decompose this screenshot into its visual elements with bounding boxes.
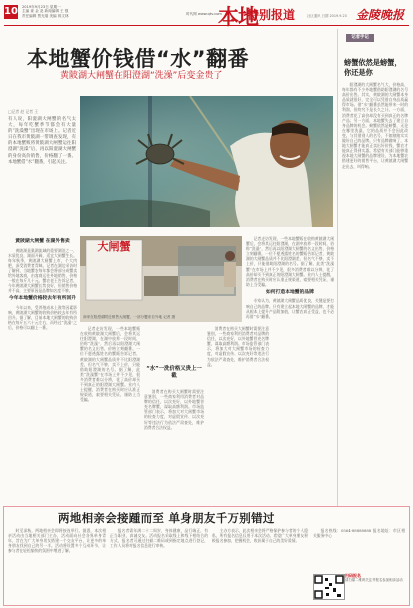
commentary-headline: 螃蟹依然是螃蟹，你还是你 bbox=[344, 58, 402, 77]
qr-text: 请扫描二维码关注并报名参加相亲活动 bbox=[345, 578, 403, 583]
main-headline: 本地蟹价钱借“水”翻番 bbox=[27, 47, 250, 71]
qr-code-icon bbox=[314, 575, 344, 599]
column-2 bbox=[80, 326, 140, 502]
qr-title: 扫码报名 bbox=[345, 573, 361, 578]
column-1 bbox=[8, 236, 77, 503]
meta-line: 责任编辑 贾光瑞 美编 蒋文林 bbox=[22, 13, 69, 18]
page-header bbox=[4, 3, 409, 29]
author-byline: □记者 赵 记者 王 bbox=[8, 109, 38, 114]
dating-column-2 bbox=[110, 528, 208, 602]
pull-quote: “水”一洗价格又贵上一截 bbox=[146, 366, 202, 380]
column-4 bbox=[246, 236, 334, 501]
commentary-text bbox=[342, 82, 408, 502]
newspaper-brand: 金陵晚报 bbox=[356, 8, 405, 22]
section-subtitle: 社区通讯 日期 2019.9.23 bbox=[307, 14, 347, 18]
page-number: 10 bbox=[4, 6, 18, 17]
column-divider bbox=[337, 29, 338, 507]
qr-info bbox=[345, 574, 405, 583]
header-meta bbox=[22, 5, 92, 18]
dating-text-2: 报名者需年满二十二周岁，身体健康，品行端正，有正当职业，真诚交友。活动报名采取线上和线下相结合的方式，报名者可通过扫描二维码或到指定地点进行登记，工作人员将对报名信息进行审核。 bbox=[110, 528, 208, 549]
subhead-1: 黄陂湖大闸蟹 在湖外售卖 bbox=[15, 239, 70, 244]
dating-contact-text: 报名热线：0564-88888888 报名地址：市区相关服务中心 bbox=[313, 528, 405, 539]
column-2-text: 记者走访发现，一些本地蟹贩在收购黄陂湖大闸蟹后，会将其运往阳澄湖，在湖中放养一段时间，俗称“洗澡”，然后再以阳澄湖大闸蟹的名义出售，价格立刻翻番。一位不愿透露姓名的蟹贩告诉记者，黄陂湖的大闸蟹品质并不比阳澄湖差，但名气不够，卖不上价，只能借助阳澄湖的名号。据了解，此类“洗澡蟹”在市场上并不少见，很多消费者难以分辨，花了高价却买不到真正的阳澄湖大闸蟹。业内人士提醒，消费者在购买时应认准正规渠道，索要相关凭证，谨防上当受骗。 bbox=[80, 326, 140, 403]
reporter-note-badge: 记者手记 bbox=[346, 34, 374, 42]
column-3-text: 消费者在购买大闸蟹时需要注意鉴别，一些商家利用消费者对品牌的信任，以次充好，以外地蟹冒充名牌蟹，谋取高额利润。市场监管部门表示，将加大对大闸蟹市场的检查力度，对虚假宣传、以次充好等违法行为依法严肃查处，维护消费者合法权益。 bbox=[207, 326, 269, 367]
lead-text: 有人说，阳澄湖大闸蟹的名气太大，每年吃蟹季节都会有大量的“洗澡蟹”出现在市场上。记者近日在我市黄陂湖一带调查发现，有的本地蟹贩将黄陂湖大闸蟹运往阳澄湖“洗澡”后，再以阳澄湖大闸蟹的身份高价销售，价格翻了一番。本地蟹借“水”翻番，引起关注。 bbox=[8, 117, 76, 165]
lead-paragraph bbox=[8, 109, 76, 234]
dating-column-3 bbox=[212, 528, 308, 602]
meta-line: 主编 姜 金 尧 新闻编辑 王 强 bbox=[22, 9, 69, 14]
commentary-paragraph: 阳澄湖的大闸蟹名气大，价格高，每年都有不少外地蟹借助阳澄湖的名号高价出售。其实，黄陂湖的大闸蟹本身品质就很好，完全可以凭借自身品质赢得市场。借“水”翻番虽然能带来一时的利润，但终究不是长久之计。一方面，消费者花了高价却没有买到真正的名牌产品；另一方面，本地蟹失去了建立自身品牌的机会。螃蟹依然是螃蟹，无论在哪里洗澡，它的品质并不会因此改变。与其借别人的名号，不如踏踏实实做好自己的品牌。只有品牌做响了，本地大闸蟹才能真正卖出好价钱，蟹农才能真正得到实惠。希望有关部门能够重视本地大闸蟹的品牌建设，为本地蟹农搭建更好的销售平台，让黄陂湖大闸蟹走出去，叫得响。 bbox=[342, 82, 408, 169]
crab-vendor-photo bbox=[80, 96, 333, 227]
dating-event-headline: 两地相亲会接踵而至 单身朋友千万别错过 bbox=[58, 511, 275, 525]
header-site: 时代网 www.qtv.com bbox=[186, 12, 222, 16]
column-1-text-a: 黄陂湖是巢湖流域的重要湖泊之一，水质优良，湖面开阔，适宜大闸蟹生长。每年秋季，黄陂湖大闸蟹上市，个大肉肥，深受消费者青睐。记者在湖边采访时了解到，当地蟹农每年都会将部分成蟹卖给外地客商，由客商运往外地销售，价格一般在每斤几十元。蟹农老王告诉记者，今年黄陂湖大闸蟹长势良好，但销售价格并不高，主要原因是品牌知名度不够。 bbox=[8, 247, 77, 294]
main-subheadline: 黄陂湖大闸蟹在阳澄湖“洗澡”后变金贵了 bbox=[60, 71, 223, 81]
qr-code bbox=[313, 574, 345, 600]
dating-column-1 bbox=[8, 528, 106, 602]
column-2b bbox=[144, 389, 204, 502]
crab-sign: 大闸蟹 bbox=[97, 240, 131, 253]
column-2b-text: 消费者在购买大闸蟹时需要注意鉴别，一些商家利用消费者对品牌的信任，以次充好，以外地蟹冒充名牌蟹，谋取高额利润。市场监管部门表示，将加大对大闸蟹市场的检查力度，对虚假宣传、以次充好等违法行为依法严肃查处，维护消费者合法权益。 bbox=[144, 389, 204, 430]
crab-market-photo bbox=[80, 236, 242, 322]
dating-contact bbox=[313, 528, 405, 572]
dating-text-1: 时至深秋，两地相亲会即将接连举行。据悉，本次相亲活动由当地相关部门主办，活动面向社会各界单身青年，旨在为广大单身男女搭建一个交友平台，让更多的单身朋友找到自己的另一半。活动将设置多个互动环节，让参与者在轻松愉快的氛围中增进了解。 bbox=[8, 528, 106, 554]
crab-vendor-illustration bbox=[80, 96, 333, 227]
subhead-3: 如何打造本地蟹的品牌 bbox=[266, 289, 314, 295]
column-4-text-a: 记者走访发现，一些本地蟹贩在收购黄陂湖大闸蟹后，会将其运往阳澄湖，在湖中放养一段时间，俗称“洗澡”，然后再以阳澄湖大闸蟹的名义出售，价格立刻翻番。一位不愿透露姓名的蟹贩告诉记者，黄陂湖的大闸蟹品质并不比阳澄湖差，但名气不够，卖不上价，只能借助阳澄湖的名号。据了解，此类“洗澡蟹”在市场上并不少见，很多消费者难以分辨，花了高价却买不到真正的阳澄湖大闸蟹。业内人士提醒，消费者在购买时应认准正规渠道，索要相关凭证，谨防上当受骗。 bbox=[246, 236, 334, 287]
section-title: 特别报道 bbox=[247, 8, 296, 22]
meta-line: 2019年9月23日 星期一 bbox=[22, 5, 61, 9]
subhead-2: 今年本地蟹价格较去年有所回升 bbox=[8, 296, 77, 302]
column-1-text-b: 今年以来，受养殖成本上涨等因素影响，黄陂湖大闸蟹的收购价格较去年有所回升。据了解，目前本地大闸蟹的收购价格在每斤五六十元左右，而经过“洗澡”之后，价格可以翻上一番。 bbox=[8, 304, 77, 331]
dating-text-3: 主办方表示，此次相亲会将严格保护参与者的个人隐私，所有报名信息仅用于本次活动。希望广大单身朋友积极报名参加，把握机会，收获属于自己的美好爱情。 bbox=[212, 528, 308, 544]
column-4-text-b: 专家认为，黄陂湖大闸蟹品质优良，关键是要打响自己的品牌。只有建立起本地大闸蟹的品牌，才能从根本上提升产品附加值，让蟹农真正受益，也不必再借“水”翻番。 bbox=[246, 298, 334, 319]
market-photo-caption: 商家在阳澄湖附近销售大闸蟹，一部分蟹来自外地 记者 摄 bbox=[83, 315, 176, 320]
section-logo: 本地 bbox=[218, 4, 258, 29]
